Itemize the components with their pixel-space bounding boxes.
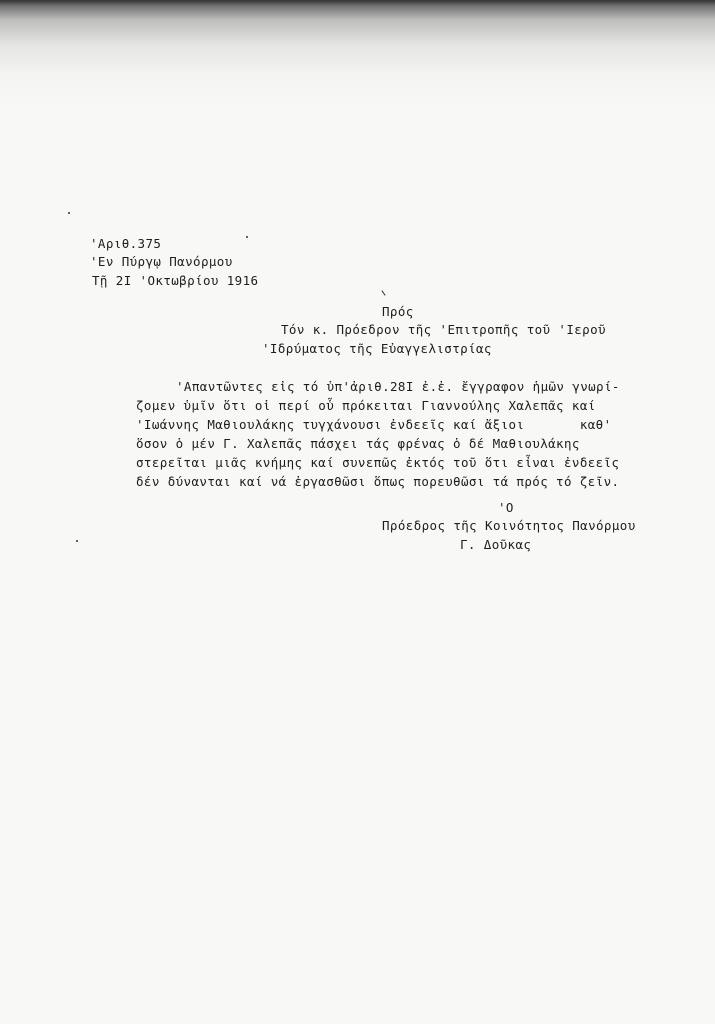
signature-name: Γ. Δοῦκας xyxy=(460,537,532,552)
signature-title: Πρόεδρος τῆς Κοινότητος Πανόρμου xyxy=(382,518,636,533)
speck-mark xyxy=(76,540,78,542)
body-line: 'Απαντῶντες εἰς τό ὑπ'ἀριθ.28Ι ἐ.ἐ. ἔγγραφον ἡμῶν γνωρί- xyxy=(176,379,620,394)
salutation: Πρός xyxy=(382,304,414,319)
place-line: 'Εν Πύργῳ Πανόρμου xyxy=(90,254,233,269)
addressee-line-2: 'Ιδρύματος τῆς Εὐαγγελιστρίας xyxy=(262,341,492,356)
body-line: δέν δύνανται καί νά ἐργασθῶσι ὅπως πορευθῶσι τά πρός τό ζεῖν. xyxy=(136,474,620,489)
speck-mark xyxy=(68,212,70,214)
speck-mark xyxy=(381,290,385,295)
signature-article: 'Ο xyxy=(498,500,514,515)
addressee-line-1: Τόν κ. Πρόεδρον τῆς 'Επιτροπῆς τοῦ 'Ιεροῦ xyxy=(281,322,606,337)
photocopy-shadow xyxy=(0,0,715,110)
speck-mark xyxy=(246,236,248,238)
body-line: 'Ιωάννης Μαθιουλάκης τυγχάνουσι ἐνδεεῖς καί ἄξιοι καθ' xyxy=(136,417,612,432)
date-line: Τῇ 2Ι 'Οκτωβρίου 1916 xyxy=(92,273,259,288)
body-line: στερεῖται μιᾶς κνήμης καί συνεπῶς ἐκτός τοῦ ὅτι εἶναι ἐνδεεῖς xyxy=(136,455,620,470)
body-line: ὅσον ὁ μέν Γ. Χαλεπᾶς πάσχει τάς φρένας ὁ δέ Μαθιουλάκης xyxy=(136,436,580,451)
reference-number: 'Αριθ.375 xyxy=(90,236,162,251)
body-line: ζομεν ὑμῖν ὅτι οἱ περί οὗ πρόκειται Γιαννούλης Χαλεπᾶς καί xyxy=(136,398,596,413)
